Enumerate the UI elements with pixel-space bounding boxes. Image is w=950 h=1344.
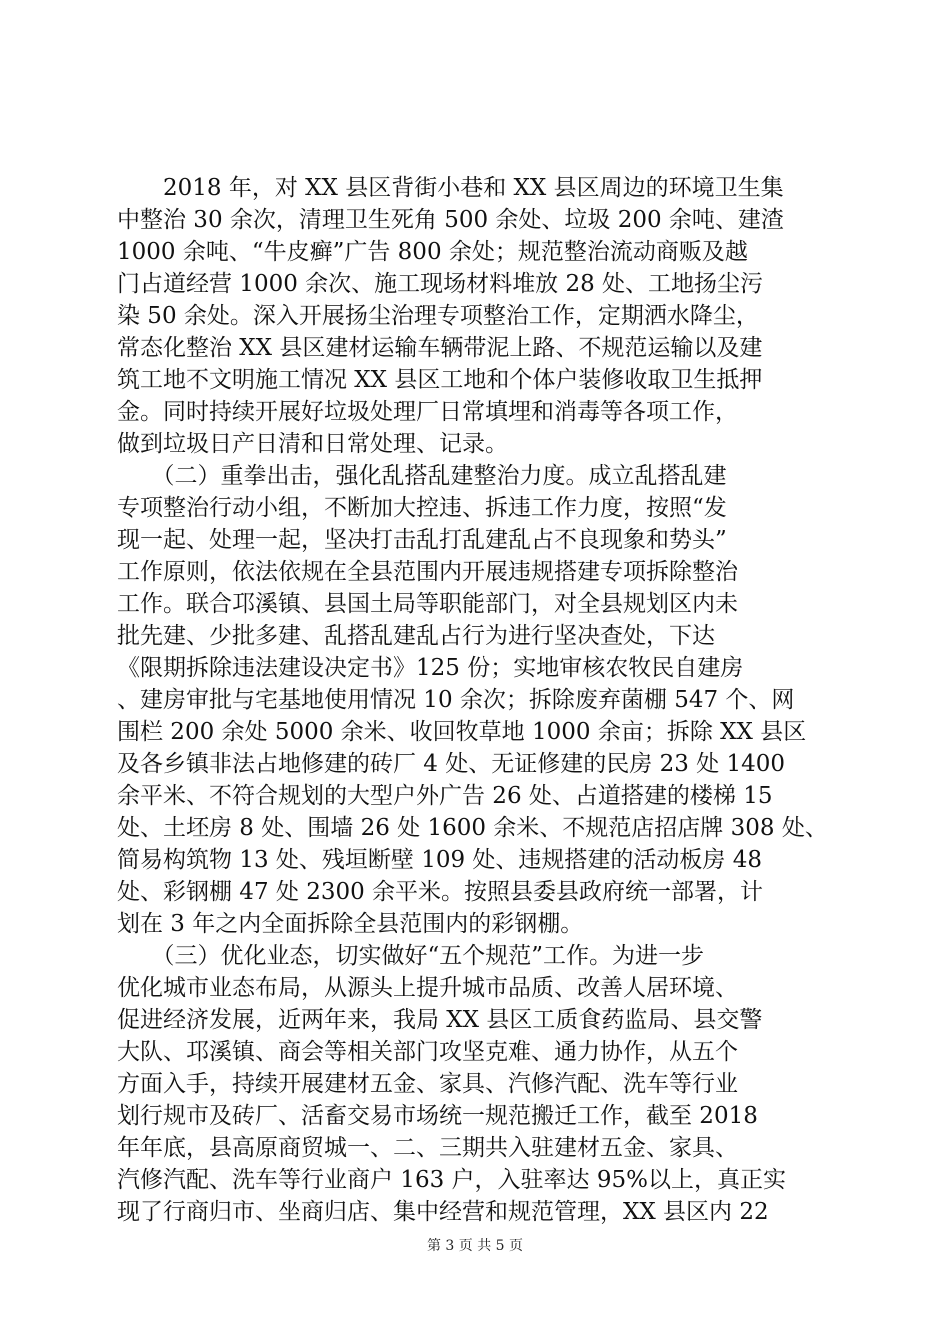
- text-line: 专项整治行动小组，不断加大控违、拆违工作力度，按照“发: [117, 495, 727, 521]
- text-line: 处、彩钢棚 47 处 2300 余平米。按照县委县政府统一部署，计: [117, 879, 764, 905]
- text-line: 筑工地不文明施工情况 XX 县区工地和个体户装修收取卫生抵押: [117, 367, 763, 393]
- text-line: 处、土坯房 8 处、围墙 26 处 1600 余米、不规范店招店牌 308 处、: [117, 815, 828, 841]
- text-line: 及各乡镇非法占地修建的砖厂 4 处、无证修建的民房 23 处 1400: [117, 751, 785, 777]
- text-line: 染 50 余处。深入开展扬尘治理专项整治工作，定期洒水降尘，: [117, 303, 759, 329]
- text-line: 1000 余吨、“牛皮癣”广告 800 余处；规范整治流动商贩及越: [117, 239, 748, 265]
- text-line: 做到垃圾日产日清和日常处理、记录。: [117, 431, 508, 457]
- text-line: 工作。联合邛溪镇、县国土局等职能部门，对全县规划区内未: [117, 591, 738, 617]
- text-line: 现一起、处理一起，坚决打击乱打乱建乱占不良现象和势头”: [117, 527, 727, 553]
- text-line: 工作原则，依法依规在全县范围内开展违规搭建专项拆除整治: [117, 559, 738, 585]
- text-line: 《限期拆除违法建设决定书》125 份；实地审核农牧民自建房: [117, 655, 744, 681]
- text-line: 现了行商归市、坐商归店、集中经营和规范管理，XX 县区内 22: [117, 1199, 769, 1225]
- text-line: 优化城市业态布局，从源头上提升城市品质、改善人居环境、: [117, 975, 738, 1001]
- text-line: 促进经济发展，近两年来，我局 XX 县区工质食药监局、县交警: [117, 1007, 763, 1033]
- text-line: （三）优化业态，切实做好“五个规范”工作。为进一步: [117, 943, 705, 969]
- page-footer: 第 3 页 共 5 页: [426, 1238, 524, 1254]
- text-line: 、建房审批与宅基地使用情况 10 余次；拆除废弃菌棚 547 个、网: [117, 687, 795, 713]
- text-line: 常态化整治 XX 县区建材运输车辆带泥上路、不规范运输以及建: [117, 335, 763, 361]
- text-line: 余平米、不符合规划的大型户外广告 26 处、占道搭建的楼梯 15: [117, 783, 773, 809]
- text-line: 汽修汽配、洗车等行业商户 163 户，入驻率达 95%以上，真正实: [117, 1167, 786, 1193]
- text-line: 门占道经营 1000 余次、施工现场材料堆放 28 处、工地扬尘污: [117, 271, 764, 297]
- text-line: 简易构筑物 13 处、残垣断壁 109 处、违规搭建的活动板房 48: [117, 847, 762, 873]
- text-line: 年年底，县高原商贸城一、二、三期共入驻建材五金、家具、: [117, 1135, 738, 1161]
- text-line: 批先建、少批多建、乱搭乱建乱占行为进行坚决查处，下达: [117, 623, 715, 649]
- document-body: [117, 172, 833, 1228]
- text-line: 2018 年，对 XX 县区背街小巷和 XX 县区周边的环境卫生集: [117, 175, 784, 201]
- text-line: （二）重拳出击，强化乱搭乱建整治力度。成立乱搭乱建: [117, 463, 727, 489]
- text-line: 划行规市及砖厂、活畜交易市场统一规范搬迁工作，截至 2018: [117, 1103, 758, 1129]
- text-line: 大队、邛溪镇、商会等相关部门攻坚克难、通力协作，从五个: [117, 1039, 738, 1065]
- text-line: 方面入手，持续开展建材五金、家具、汽修汽配、洗车等行业: [117, 1071, 738, 1097]
- text-line: 划在 3 年之内全面拆除全县范围内的彩钢棚。: [117, 911, 584, 937]
- text-line: 金。同时持续开展好垃圾处理厂日常填埋和消毒等各项工作，: [117, 399, 738, 425]
- text-line: 中整治 30 余次，清理卫生死角 500 余处、垃圾 200 余吨、建渣: [117, 207, 784, 233]
- text-line: 围栏 200 余处 5000 余米、收回牧草地 1000 余亩；拆除 XX 县区: [117, 719, 807, 745]
